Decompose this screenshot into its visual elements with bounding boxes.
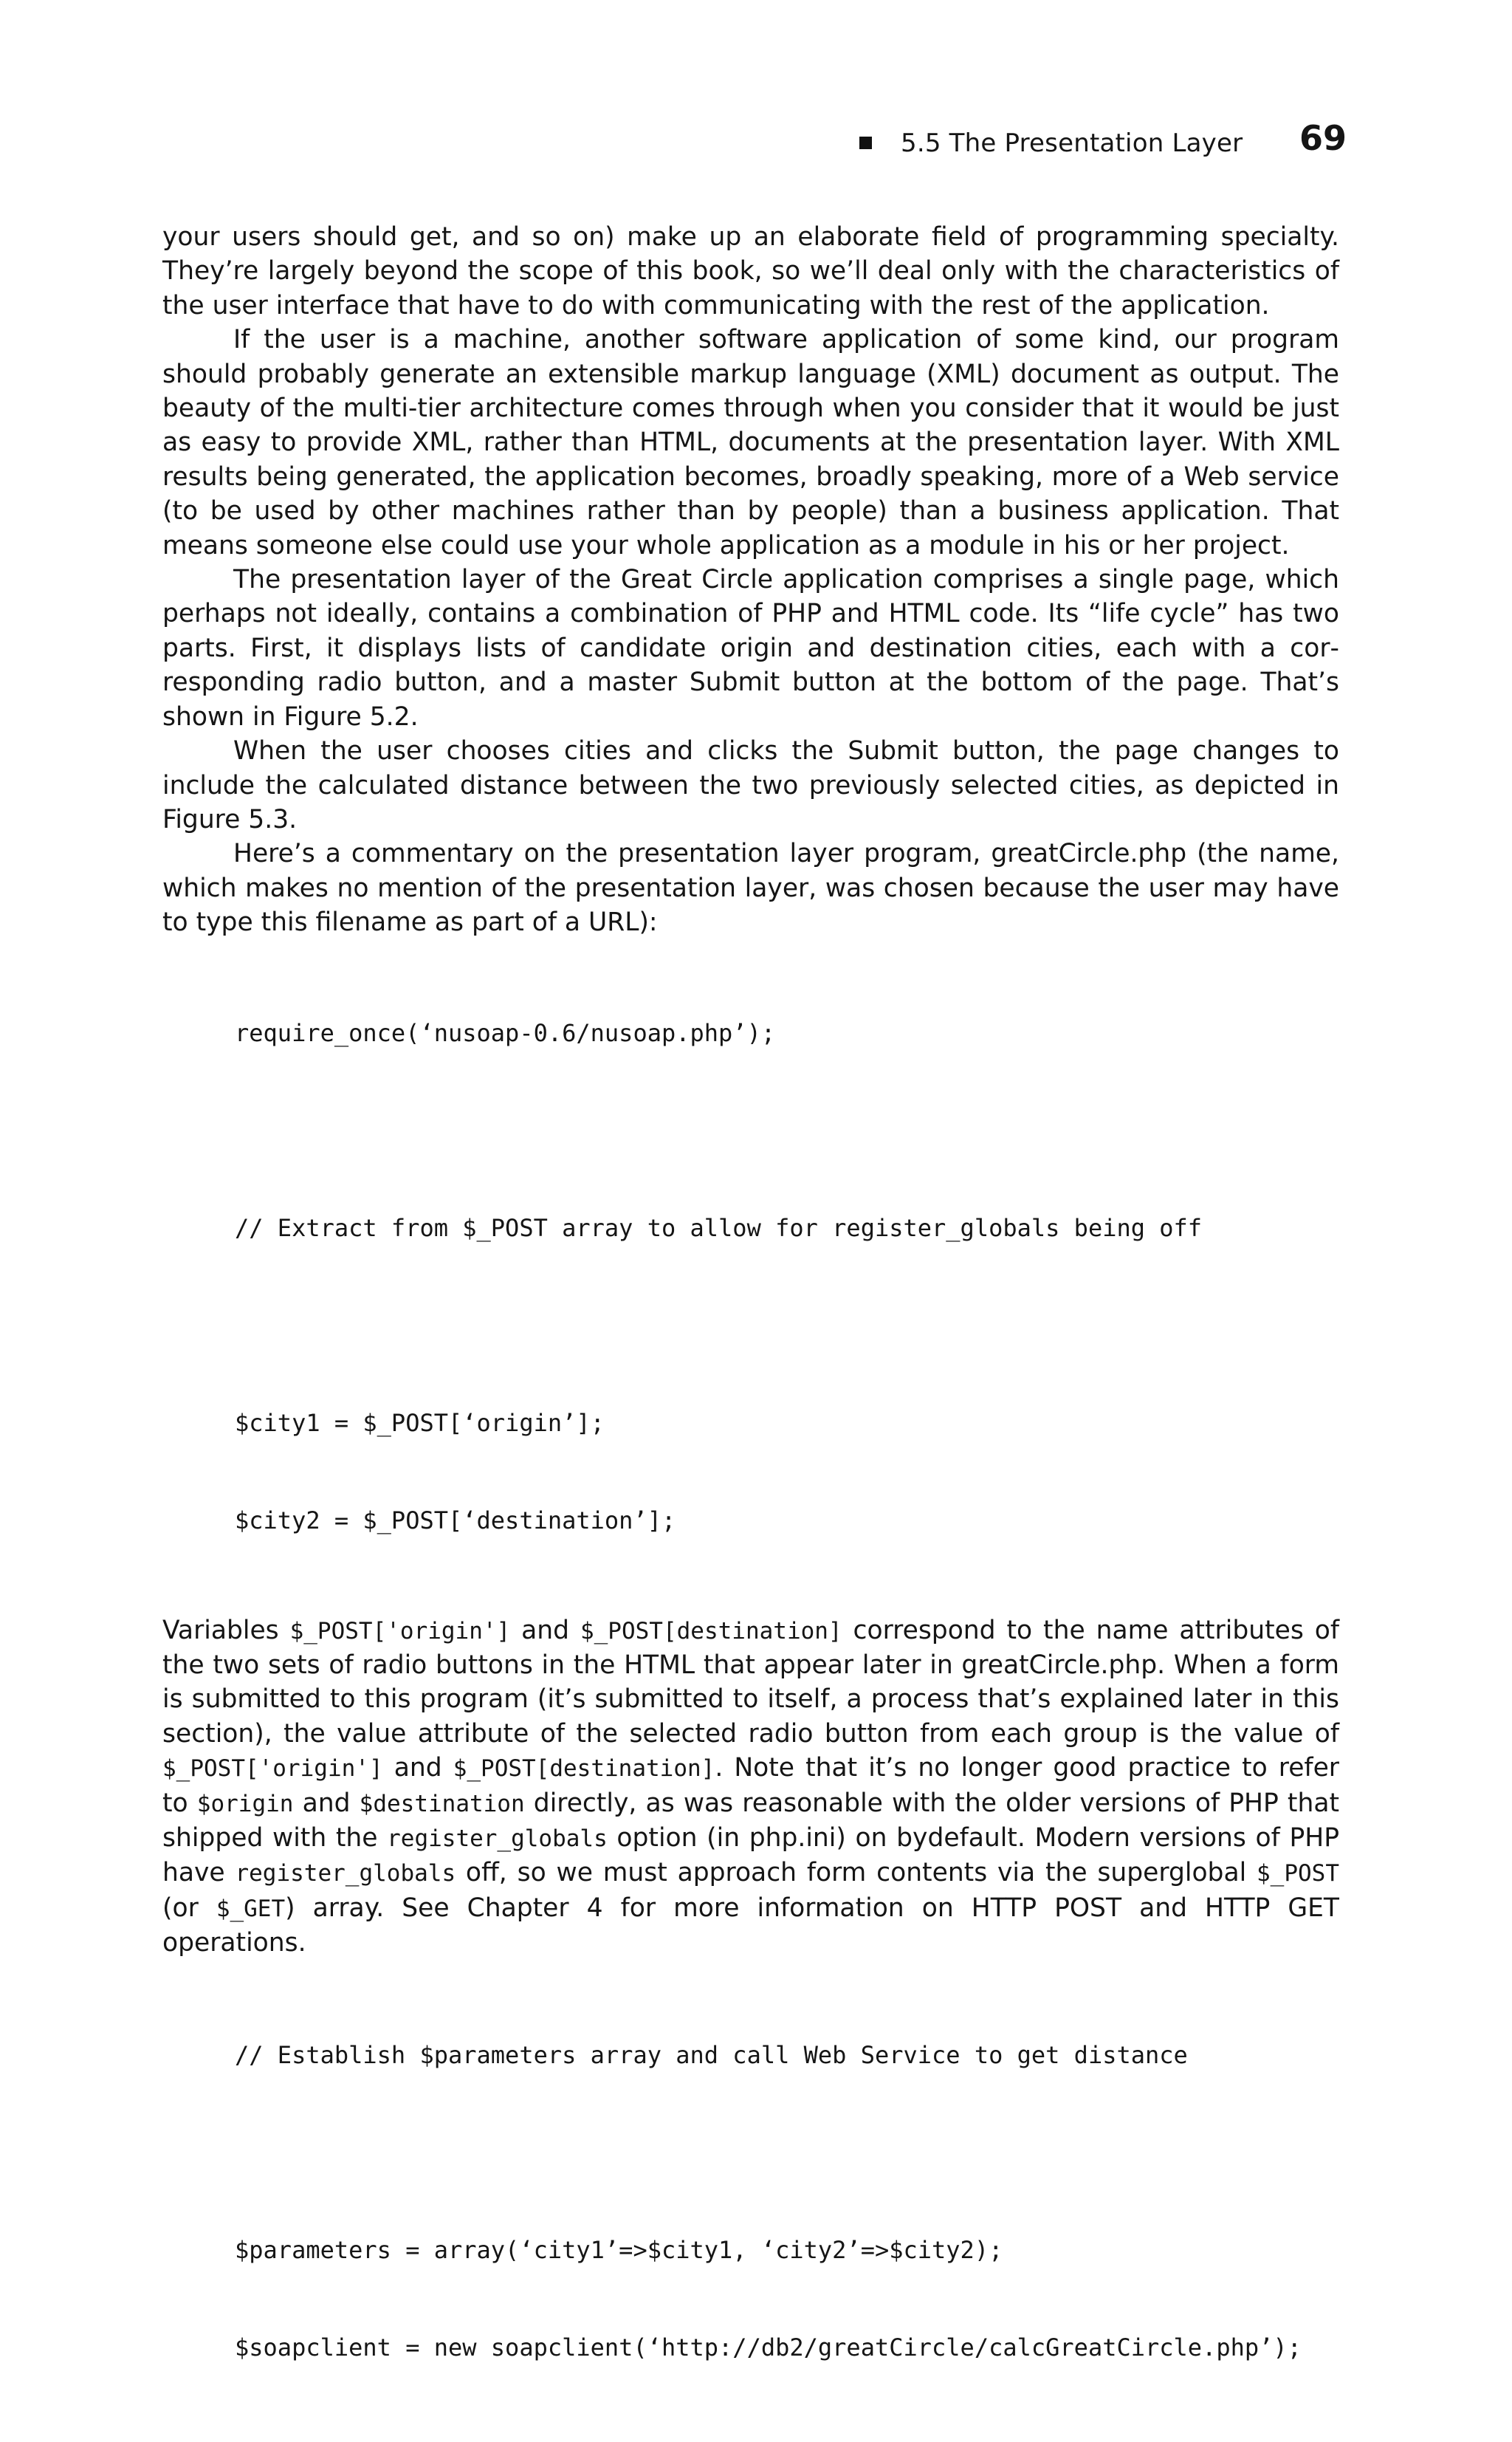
text-run: . Note that it’s no longer good practice to refer to	[162, 1753, 1339, 1818]
inline-code: $_GET	[216, 1895, 286, 1922]
paragraph-3: The presentation layer of the Great Circle application comprises a single page, which perhaps not ideally, contains a combination of PHP and HTML code. Its “life cycle” has two parts. First, it displays lists of candidate origin and destination cities, each with a corresponding radio button, and a master Submit button at the bottom of the page. That’s shown in Figure 5.2.	[162, 565, 1339, 732]
inline-code: $_POST[destination]	[580, 1617, 842, 1644]
text-run: off, so we must approach form contents via the superglobal	[456, 1858, 1257, 1888]
code-line	[235, 2136, 1339, 2169]
inline-code: register_globals	[387, 1825, 608, 1852]
inline-code: $_POST	[1257, 1860, 1339, 1887]
running-head-title: 5.5 The Presentation Layer	[901, 128, 1243, 158]
running-header	[859, 118, 1347, 168]
inline-code: $_POST[destination]	[453, 1755, 715, 1783]
code-line: $soapclient = new soapclient(‘http://db2/greatCircle/calcGreatCircle.php’);	[235, 2333, 1302, 2362]
text-run: Variables	[162, 1615, 290, 1645]
inline-code: $_POST['origin']	[289, 1617, 511, 1644]
inline-code: $origin	[196, 1790, 294, 1817]
text-run: and	[382, 1753, 453, 1783]
code-line: // Establish $parameters array and call Web Service to get distance	[235, 2040, 1188, 2069]
text-run: correspond to the name attributes of the two sets of radio buttons in the HTML that appear later in greatCircle.php. When a form is submitted to this program (it’s submitted to itself, a process that’s explained later in this section), the value attribute of the selected radio button from each group is the value of	[162, 1615, 1339, 1749]
code-line: $city1 = $_POST[‘origin’];	[235, 1408, 605, 1437]
inline-code: $_POST['origin']	[162, 1755, 383, 1783]
page-body	[162, 220, 1339, 2442]
code-line: $city2 = $_POST[‘destination’];	[235, 1506, 676, 1534]
code-line	[235, 1309, 1339, 1342]
inline-code: $destination	[359, 1790, 525, 1817]
page-number: 69	[1299, 118, 1347, 158]
paragraph-1: your users should get, and so on) make up an elaborate field of programming specialty. They’re largely beyond the scope of this book, so we’ll deal only with the characteristics of the user interface that have to do with communicating with the rest of the application.	[162, 222, 1339, 320]
text-run: (or	[162, 1893, 216, 1923]
code-block-2	[235, 1974, 1339, 2429]
paragraph-6	[162, 1613, 1339, 1961]
bullet-icon	[859, 137, 872, 149]
text-run: ) array. See Chapter 4 for more information on HTTP POST and HTTP GET operations.	[162, 1893, 1339, 1958]
code-line: $parameters = array(‘city1’=>$city1, ‘city2’=>$city2);	[235, 2235, 1003, 2264]
paragraph-4: When the user chooses cities and clicks the Submit button, the page changes to include the calculated distance between the two previously selected cities, as depicted in Figure 5.3.	[162, 736, 1339, 834]
paragraph-5: Here’s a commentary on the presentation layer program, greatCircle.php (the name, which makes no mention of the presentation layer, was chosen because the user may have to type this filename as part of a URL):	[162, 839, 1339, 938]
text-run: and	[510, 1615, 580, 1645]
text-run: and	[293, 1788, 360, 1818]
inline-code: register_globals	[235, 1860, 456, 1887]
code-line: // Extract from $_POST array to allow for register_globals being off	[235, 1213, 1203, 1242]
code-line	[235, 1114, 1339, 1147]
text-run: option (in php.ini) on bydefault. Modern versions of PHP have	[162, 1822, 1339, 1888]
code-line: require_once(‘nusoap-0.6/nusoap.php’);	[235, 1018, 776, 1047]
text-run: directly, as was reasonable with the older versions of PHP that shipped with the	[162, 1788, 1339, 1853]
code-block-1	[235, 952, 1339, 1602]
paragraph-2: If the user is a machine, another software application of some kind, our program should probably generate an extensible markup language (XML) document as output. The beauty of the multi-tier architecture comes through when you consider that it would be just as easy to provide XML, rather than HTML, documents at the presentation layer. With XML results being generated, the application becomes, broadly speaking, more of a Web service (to be used by other machines rather than by people) than a business application. That means someone else could use your whole application as a module in his or her project.	[162, 325, 1339, 560]
